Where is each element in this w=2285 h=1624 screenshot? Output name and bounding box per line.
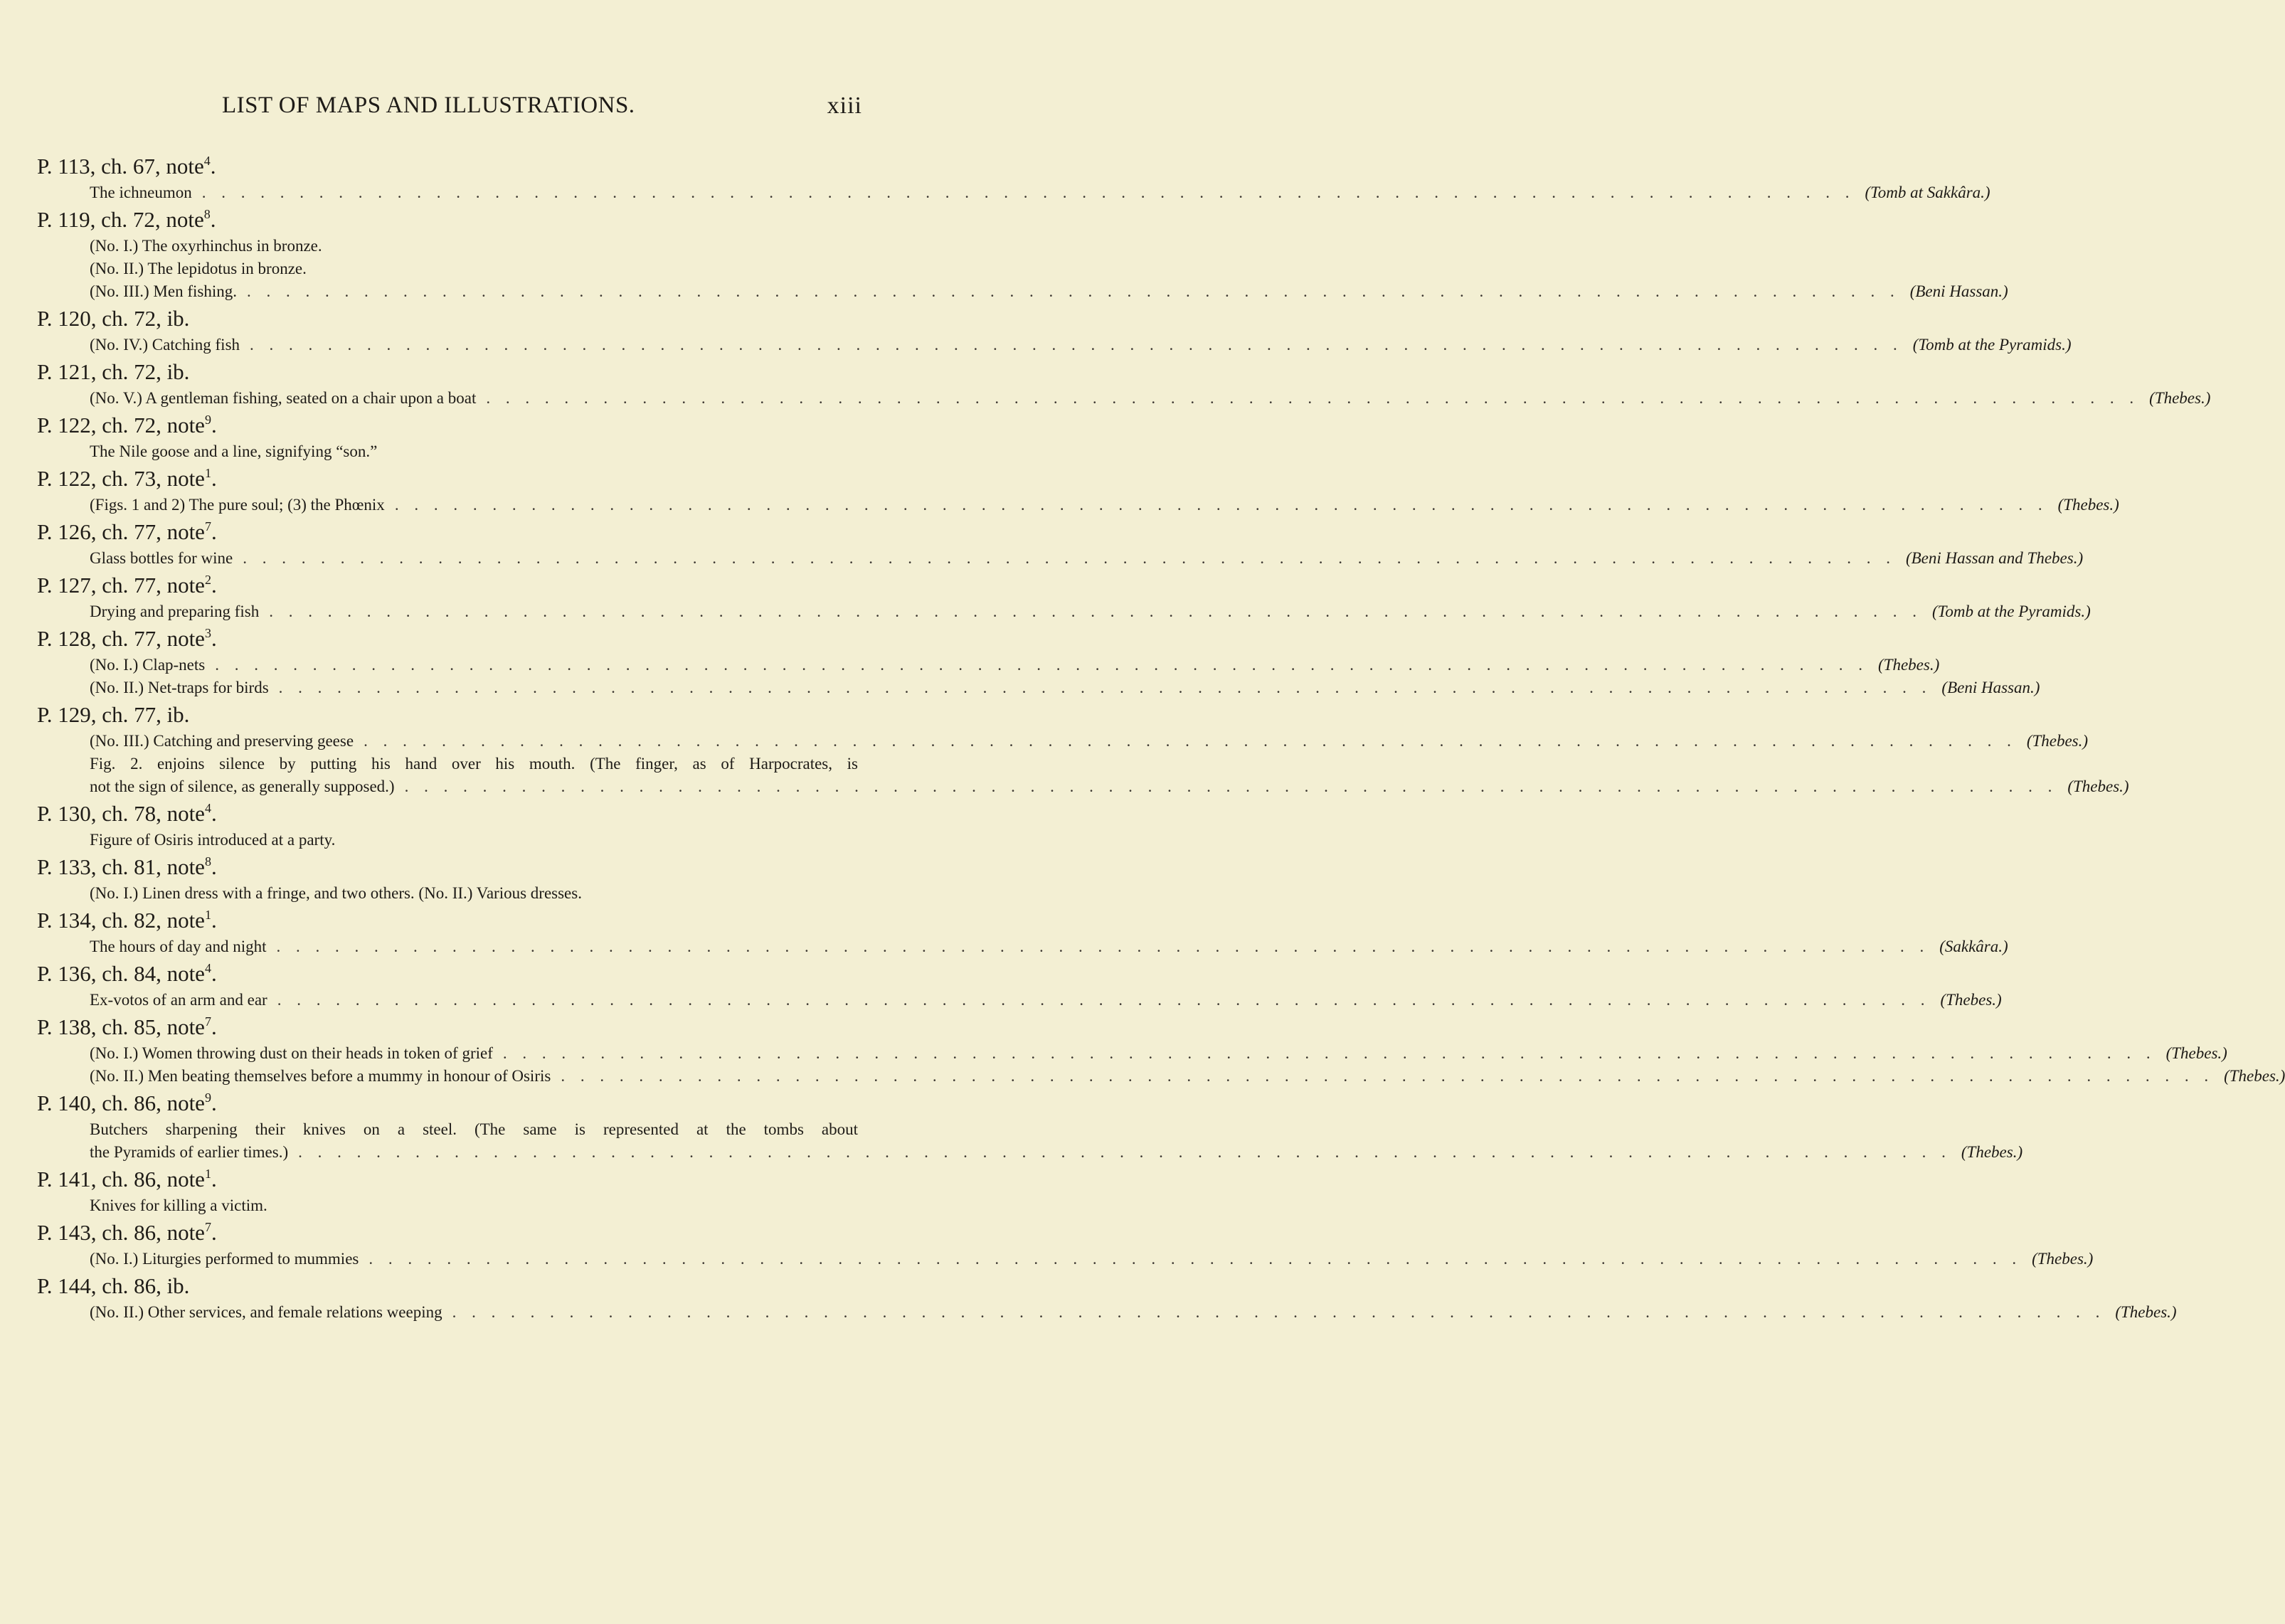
illustration-entry (90, 494, 2119, 516)
running-head (222, 92, 862, 119)
page-reference-text: P. 129, ch. 77, ib. (37, 702, 190, 727)
page-reference: P. 126, ch. 77, note$^7$. (37, 519, 217, 544)
entry-description: Glass bottles for wine (90, 549, 233, 567)
leader-dots: . . . . . . . . . . . . . . . . . . . . . . . . . . . . . . . . . . . . . . . . . . . . . . . . . . . . . . . . . . . . . . . . . . . . . . . . . . . . . . . . . . . . . (298, 1143, 1951, 1161)
illustration-entry (90, 547, 2084, 570)
page-reference-text: P. 121, ch. 72, ib. (37, 359, 190, 384)
page-reference: P. 136, ch. 84, note$^4$. (37, 961, 217, 986)
page-reference (37, 1270, 858, 1301)
entry-description: Figure of Osiris introduced at a party. (90, 831, 336, 849)
note-number: 1 (204, 1167, 211, 1181)
illustration-entry (90, 1118, 2023, 1164)
page-reference-text: P. 141, ch. 86, note (37, 1167, 205, 1192)
leader-dots: . . . . . . . . . . . . . . . . . . . . . . . . . . . . . . . . . . . . . . . . . . . . . . . . . . . . . . . . . . . . . . . . . . . . . . . . . . . . . . . . . . . . . (201, 184, 1855, 201)
illustration-entry (90, 676, 2040, 699)
illustration-entry (90, 600, 2091, 623)
entry-description: (No. II.) Net-traps for birds (90, 679, 269, 696)
page-reference-text: P. 120, ch. 72, ib. (37, 306, 190, 331)
leader-dots: . . . . . . . . . . . . . . . . . . . . . . . . . . . . . . . . . . . . . . . . . . . . . . . . . . . . . . . . . . . . . . . . . . . . . . . . . . . . . . . . . . . . . (404, 777, 2058, 795)
illustration-entry (90, 235, 858, 258)
entry-source: (Sakkâra.) (1939, 938, 2008, 955)
entry-source: (Thebes.) (2165, 1044, 2227, 1062)
page-reference-text: P. 134, ch. 82, note (37, 908, 205, 933)
leader-dots: . . . . . . . . . . . . . . . . . . . . . . . . . . . . . . . . . . . . . . . . . . . . . . . . . . . . . . . . . . . . . . . . . . . . . . . . . . . . . . . . . . . . . (561, 1067, 2215, 1085)
illustration-entry (90, 1248, 2094, 1270)
page-reference: P. 122, ch. 72, note$^9$. (37, 413, 217, 437)
page-reference-text: P. 130, ch. 78, note (37, 801, 205, 826)
entry-description: (No. II.) The lepidotus in bronze. (90, 260, 307, 277)
page-reference: P. 128, ch. 77, note$^3$. (37, 626, 217, 651)
illustration-entry (90, 280, 2008, 303)
note-number: 4 (204, 961, 211, 975)
entry-description: The Nile goose and a line, signifying “son.” (90, 442, 378, 460)
page-reference (37, 356, 858, 387)
illustration-entry (90, 334, 2072, 356)
page-reference-text: P. 126, ch. 77, note (37, 519, 205, 544)
leader-dots: . . . . . . . . . . . . . . . . . . . . . . . . . . . . . . . . . . . . . . . . . . . . . . . . . . . . . . . . . . . . . . . . . . . . . . . . . . . . . . . . . . . . . (452, 1303, 2106, 1321)
page-reference-text: P. 138, ch. 85, note (37, 1014, 205, 1039)
page-reference: P. 143, ch. 86, note$^7$. (37, 1220, 217, 1245)
leader-dots: . . . . . . . . . . . . . . . . . . . . . . . . . . . . . . . . . . . . . . . . . . . . . . . . . . . . . . . . . . . . . . . . . . . . . . . . . . . . . . . . . . . . . (369, 1250, 2022, 1268)
running-head-title: LIST OF MAPS AND ILLUSTRATIONS. (222, 92, 635, 118)
note-number: 7 (204, 1014, 211, 1029)
leader-dots: . . . . . . . . . . . . . . . . . . . . . . . . . . . . . . . . . . . . . . . . . . . . . . . . . . . . . . . . . . . . . . . . . . . . . . . . . . . . . . . . . . . . . (246, 282, 1900, 300)
leader-dots: . . . . . . . . . . . . . . . . . . . . . . . . . . . . . . . . . . . . . . . . . . . . . . . . . . . . . . . . . . . . . . . . . . . . . . . . . . . . . . . . . . . . . (502, 1044, 2156, 1062)
illustrations-list (37, 151, 2285, 1324)
entry-description: (No. I.) The oxyrhinchus in bronze. (90, 237, 322, 255)
entry-description: (Figs. 1 and 2) The pure soul; (3) the Phœnix (90, 496, 385, 514)
illustration-entry (90, 730, 2089, 753)
illustration-entry (90, 935, 2008, 958)
entry-description: Drying and preparing fish (90, 603, 260, 620)
page-reference (37, 699, 858, 730)
leader-dots: . . . . . . . . . . . . . . . . . . . . . . . . . . . . . . . . . . . . . . . . . . . . . . . . . . . . . . . . . . . . . . . . . . . . . . . . . . . . . . . . . . . . . (394, 496, 2048, 514)
entry-description: (No. I.) Linen dress with a fringe, and two others. (No. II.) Various dresses. (90, 884, 582, 902)
note-number: 7 (204, 1220, 211, 1234)
note-number: 9 (204, 1090, 211, 1105)
page-reference: P. 122, ch. 73, note$^1$. (37, 466, 217, 491)
entry-source: (Thebes.) (2067, 777, 2129, 795)
entry-source: (Beni Hassan and Thebes.) (1905, 549, 2084, 567)
entry-source: (Thebes.) (1878, 656, 1940, 674)
leader-dots: . . . . . . . . . . . . . . . . . . . . . . . . . . . . . . . . . . . . . . . . . . . . . . . . . . . . . . . . . . . . . . . . . . . . . . . . . . . . . . . . . . . . . (269, 603, 1922, 620)
entry-description: The ichneumon (90, 184, 192, 201)
page-reference-text: P. 143, ch. 86, note (37, 1220, 205, 1245)
note-number: 1 (204, 466, 211, 480)
note-number: 8 (203, 207, 211, 221)
page-reference-text: P. 136, ch. 84, note (37, 961, 205, 986)
note-number: 3 (204, 626, 211, 640)
illustration-entry (90, 654, 1940, 676)
page-reference: P. 141, ch. 86, note$^1$. (37, 1167, 217, 1192)
entry-description: (No. II.) Men beating themselves before a mummy in honour of Osiris (90, 1067, 551, 1085)
entry-source: (Tomb at the Pyramids.) (1912, 336, 2072, 354)
entry-description: Ex-votos of an arm and ear (90, 991, 267, 1009)
leader-dots: . . . . . . . . . . . . . . . . . . . . . . . . . . . . . . . . . . . . . . . . . . . . . . . . . . . . . . . . . . . . . . . . . . . . . . . . . . . . . . . . . . . . . (486, 389, 2140, 407)
entry-description-line: Butchers sharpening their knives on a steel. (The same is represented at the tombs about (90, 1120, 858, 1138)
illustration-entry (90, 258, 858, 280)
leader-dots: . . . . . . . . . . . . . . . . . . . . . . . . . . . . . . . . . . . . . . . . . . . . . . . . . . . . . . . . . . . . . . . . . . . . . . . . . . . . . . . . . . . . . (243, 549, 1896, 567)
note-number: 1 (204, 908, 211, 922)
page-reference-text: P. 140, ch. 86, note (37, 1090, 205, 1115)
leader-dots: . . . . . . . . . . . . . . . . . . . . . . . . . . . . . . . . . . . . . . . . . . . . . . . . . . . . . . . . . . . . . . . . . . . . . . . . . . . . . . . . . . . . . (250, 336, 1903, 354)
page-reference-text: P. 133, ch. 81, note (37, 854, 205, 879)
illustration-entry (90, 440, 858, 463)
page-reference-text: P. 113, ch. 67, note (37, 154, 204, 179)
entry-description: (No. I.) Liturgies performed to mummies (90, 1250, 359, 1268)
entry-description: the Pyramids of earlier times.) (90, 1143, 289, 1161)
illustration-entry (90, 989, 2002, 1012)
page-reference (37, 303, 858, 334)
leader-dots: . . . . . . . . . . . . . . . . . . . . . . . . . . . . . . . . . . . . . . . . . . . . . . . . . . . . . . . . . . . . . . . . . . . . . . . . . . . . . . . . . . . . . (278, 679, 1932, 696)
entry-description: (No. II.) Other services, and female relations weeping (90, 1303, 442, 1321)
page-reference: P. 140, ch. 86, note$^9$. (37, 1090, 217, 1115)
entry-source: (Beni Hassan.) (1941, 679, 2040, 696)
entry-description-line: Fig. 2. enjoins silence by putting his hand over his mouth. (The finger, as of Harpocrates, is (90, 755, 858, 773)
illustration-entry (90, 387, 2211, 410)
illustration-entry (90, 181, 1990, 204)
entry-source: (Thebes.) (2149, 389, 2211, 407)
note-number: 2 (204, 573, 211, 587)
entry-description: (No. V.) A gentleman fishing, seated on a chair upon a boat (90, 389, 477, 407)
entry-source: (Thebes.) (2032, 1250, 2094, 1268)
illustration-entry (90, 1194, 858, 1217)
page-reference: P. 134, ch. 82, note$^1$. (37, 908, 217, 933)
page-reference-text: P. 119, ch. 72, note (37, 207, 204, 232)
page-reference: P. 133, ch. 81, note$^8$. (37, 854, 217, 879)
page-reference-text: P. 127, ch. 77, note (37, 573, 205, 598)
illustration-entry (90, 753, 2129, 798)
entry-source: (Thebes.) (2057, 496, 2119, 514)
leader-dots: . . . . . . . . . . . . . . . . . . . . . . . . . . . . . . . . . . . . . . . . . . . . . . . . . . . . . . . . . . . . . . . . . . . . . . . . . . . . . . . . . . . . . (364, 732, 2017, 750)
page-reference: P. 138, ch. 85, note$^7$. (37, 1014, 217, 1039)
illustration-entry (90, 829, 858, 851)
note-number: 8 (204, 854, 211, 869)
note-number: 7 (204, 519, 211, 534)
entry-source: (Thebes.) (1940, 991, 2002, 1009)
note-number: 4 (204, 801, 211, 815)
page-reference-text: P. 128, ch. 77, note (37, 626, 205, 651)
entry-description: not the sign of silence, as generally supposed.) (90, 777, 395, 795)
page-number: xiii (827, 92, 862, 119)
entry-source: (Thebes.) (2115, 1303, 2177, 1321)
note-number: 4 (203, 154, 211, 168)
entry-source: (Tomb at the Pyramids.) (1932, 603, 2091, 620)
entry-description: Knives for killing a victim. (90, 1196, 267, 1214)
page-reference: P. 130, ch. 78, note$^4$. (37, 801, 217, 826)
page-reference-text: P. 122, ch. 73, note (37, 466, 205, 491)
page-reference: P. 119, ch. 72, note$^8$. (37, 207, 216, 232)
entry-description: (No. I.) Women throwing dust on their heads in token of grief (90, 1044, 493, 1062)
leader-dots: . . . . . . . . . . . . . . . . . . . . . . . . . . . . . . . . . . . . . . . . . . . . . . . . . . . . . . . . . . . . . . . . . . . . . . . . . . . . . . . . . . . . . (215, 656, 1868, 674)
leader-dots: . . . . . . . . . . . . . . . . . . . . . . . . . . . . . . . . . . . . . . . . . . . . . . . . . . . . . . . . . . . . . . . . . . . . . . . . . . . . . . . . . . . . . (277, 991, 1931, 1009)
page-reference: P. 113, ch. 67, note$^4$. (37, 154, 216, 179)
entry-description: (No. III.) Men fishing. (90, 282, 237, 300)
entry-description: (No. III.) Catching and preserving geese (90, 732, 354, 750)
page-reference: P. 127, ch. 77, note$^2$. (37, 573, 217, 598)
illustration-entry (90, 1042, 2227, 1065)
entry-source: (Thebes.) (2224, 1067, 2285, 1085)
entry-source: (Beni Hassan.) (1909, 282, 2008, 300)
entry-description: The hours of day and night (90, 938, 267, 955)
note-number: 9 (204, 413, 211, 427)
page-reference-text: P. 122, ch. 72, note (37, 413, 205, 437)
page-reference-text: P. 144, ch. 86, ib. (37, 1273, 190, 1298)
entry-description: (No. I.) Clap-nets (90, 656, 206, 674)
illustration-entry (90, 882, 858, 905)
entry-source: (Thebes.) (2026, 732, 2089, 750)
entry-source: (Tomb at Sakkâra.) (1865, 184, 1990, 201)
entry-description: (No. IV.) Catching fish (90, 336, 240, 354)
illustration-entry (90, 1301, 2177, 1324)
illustration-entry (90, 1065, 2285, 1088)
entry-source: (Thebes.) (1961, 1143, 2023, 1161)
leader-dots: . . . . . . . . . . . . . . . . . . . . . . . . . . . . . . . . . . . . . . . . . . . . . . . . . . . . . . . . . . . . . . . . . . . . . . . . . . . . . . . . . . . . . (276, 938, 1930, 955)
